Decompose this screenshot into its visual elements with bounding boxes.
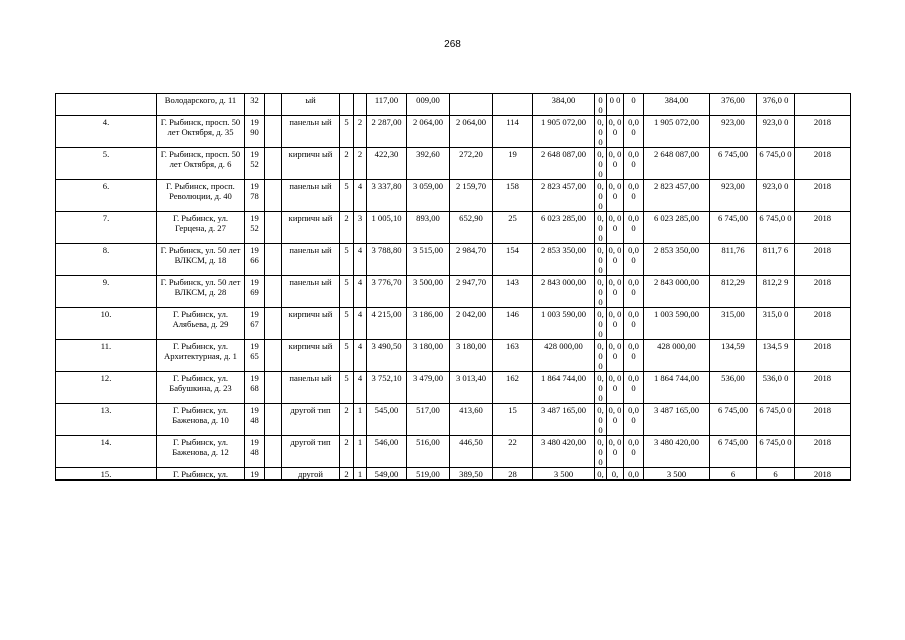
table-row [56, 308, 851, 340]
table-cell: 2 159,70 [450, 180, 493, 212]
table-cell [265, 436, 282, 468]
table-cell: 428 000,00 [644, 340, 710, 372]
table-cell: панельн ый [282, 244, 340, 276]
table-cell: 6 745,00 [710, 404, 757, 436]
table-cell: 6 745,0 0 [757, 148, 795, 180]
table-cell [265, 94, 282, 116]
table-cell: 812,2 9 [757, 276, 795, 308]
table-cell: 6 745,0 0 [757, 212, 795, 244]
page-number: 268 [444, 39, 461, 50]
table-cell: 117,00 [367, 94, 407, 116]
table-cell: 5 [340, 244, 354, 276]
table-cell: 0, [595, 468, 607, 481]
table-cell: 652,90 [450, 212, 493, 244]
table-cell [265, 148, 282, 180]
table-cell: 32 [245, 94, 265, 116]
table-cell: 3 490,50 [367, 340, 407, 372]
table-cell: 154 [493, 244, 533, 276]
table-row [56, 276, 851, 308]
table-cell: 2 [340, 436, 354, 468]
table-cell: 19 48 [245, 404, 265, 436]
table-cell: 0, 0 0 [595, 404, 607, 436]
table-cell: 0, 0 0 [607, 180, 624, 212]
table-cell: 12. [56, 372, 157, 404]
table-cell: 0,0 0 [624, 244, 644, 276]
address-cell: Г. Рыбинск, ул. Баженова, д. 10 [157, 404, 245, 436]
table-row [56, 116, 851, 148]
table-cell: 0, 0 0 [607, 308, 624, 340]
table-cell: 6 745,00 [710, 148, 757, 180]
table-cell [450, 94, 493, 116]
table-cell: 3 500 [644, 468, 710, 481]
table-cell: другой тип [282, 436, 340, 468]
table-cell [265, 468, 282, 481]
table-cell: 2018 [795, 404, 851, 436]
table-cell: 0,0 0 [624, 180, 644, 212]
table-cell: 4. [56, 116, 157, 148]
table-cell: 2018 [795, 468, 851, 481]
table-cell: 19 78 [245, 180, 265, 212]
table-cell: 0, 0 0 [607, 436, 624, 468]
address-cell: Г. Рыбинск, просп. Революции, д. 40 [157, 180, 245, 212]
table-cell: 2 648 087,00 [644, 148, 710, 180]
table-cell: 272,20 [450, 148, 493, 180]
table-cell [265, 212, 282, 244]
table-cell: 5. [56, 148, 157, 180]
table-cell [265, 372, 282, 404]
table-cell [265, 340, 282, 372]
table-cell [354, 94, 367, 116]
table-row [56, 94, 851, 116]
table-cell: 0, 0 0 [595, 180, 607, 212]
table-cell: 3 500,00 [407, 276, 450, 308]
table-cell: 1 905 072,00 [644, 116, 710, 148]
table-cell: 315,0 0 [757, 308, 795, 340]
table-cell: 14. [56, 436, 157, 468]
table-cell: 0,0 0 [624, 340, 644, 372]
table-cell: 2 853 350,00 [533, 244, 595, 276]
table-cell: 2018 [795, 340, 851, 372]
table-cell [265, 276, 282, 308]
table-cell [795, 94, 851, 116]
table-cell: 19 68 [245, 372, 265, 404]
table-cell: 1 864 744,00 [644, 372, 710, 404]
table-cell: 3 776,70 [367, 276, 407, 308]
address-cell: Г. Рыбинск, просп. 50 лет Октября, д. 6 [157, 148, 245, 180]
table-cell: 9. [56, 276, 157, 308]
table-cell: 0, 0 0 [607, 340, 624, 372]
table-cell: 0,0 0 [624, 436, 644, 468]
table-cell: 315,00 [710, 308, 757, 340]
table-cell: 0,0 0 [624, 116, 644, 148]
table-cell: 25 [493, 212, 533, 244]
table-cell: 19 52 [245, 148, 265, 180]
table-cell: 2 648 087,00 [533, 148, 595, 180]
table-cell: 2018 [795, 212, 851, 244]
table-row [56, 372, 851, 404]
table-cell: 2 [340, 468, 354, 481]
table-cell: 3 186,00 [407, 308, 450, 340]
table-row [56, 404, 851, 436]
table-cell: 4 [354, 276, 367, 308]
table-cell: 11. [56, 340, 157, 372]
table-cell: кирпичн ый [282, 308, 340, 340]
table-row [56, 244, 851, 276]
table-cell: 3 480 420,00 [533, 436, 595, 468]
table-cell: 0, 0 0 [607, 276, 624, 308]
table-cell: 134,59 [710, 340, 757, 372]
table-cell: кирпичн ый [282, 148, 340, 180]
table-cell [265, 308, 282, 340]
table-cell: 28 [493, 468, 533, 481]
table-cell: 3 515,00 [407, 244, 450, 276]
table-cell: 3 337,80 [367, 180, 407, 212]
table-cell: 3 752,10 [367, 372, 407, 404]
table-cell [265, 244, 282, 276]
table-cell: 516,00 [407, 436, 450, 468]
table-cell: 3 479,00 [407, 372, 450, 404]
table-cell [265, 404, 282, 436]
table-cell: 15. [56, 468, 157, 481]
table-cell: 3 [354, 212, 367, 244]
table-cell: 134,5 9 [757, 340, 795, 372]
table-cell: 2 [340, 148, 354, 180]
table-cell: 811,76 [710, 244, 757, 276]
table-cell: 0, 0 0 [607, 372, 624, 404]
table-cell: 2 [340, 212, 354, 244]
table-cell: 812,29 [710, 276, 757, 308]
table-cell: 19 66 [245, 244, 265, 276]
table-cell: 6 [757, 468, 795, 481]
table-cell: 4 [354, 180, 367, 212]
table-cell: 19 48 [245, 436, 265, 468]
table-cell: другой тип [282, 404, 340, 436]
table-cell: 0,0 0 [624, 308, 644, 340]
table-cell [340, 94, 354, 116]
table-cell: 19 69 [245, 276, 265, 308]
table-cell: 6 745,0 0 [757, 436, 795, 468]
table-cell: 923,0 0 [757, 180, 795, 212]
table-cell: 5 [340, 372, 354, 404]
table-cell: 536,00 [710, 372, 757, 404]
address-cell: Г. Рыбинск, ул. 50 лет ВЛКСМ, д. 18 [157, 244, 245, 276]
table-cell: кирпичн ый [282, 212, 340, 244]
table-cell: ый [282, 94, 340, 116]
table-cell [265, 116, 282, 148]
table-cell: 0, 0 0 [595, 340, 607, 372]
table-cell: 893,00 [407, 212, 450, 244]
table-cell: 3 180,00 [407, 340, 450, 372]
table-cell: 0,0 0 [624, 404, 644, 436]
table-cell: 158 [493, 180, 533, 212]
table-cell: 4 [354, 372, 367, 404]
table-cell: 3 788,80 [367, 244, 407, 276]
table-cell: 0,0 [624, 468, 644, 481]
table-cell: 6 745,00 [710, 212, 757, 244]
table-cell: 0, 0 0 [595, 116, 607, 148]
table-cell: 2 042,00 [450, 308, 493, 340]
table-cell: 0, [607, 468, 624, 481]
table-cell: 4 215,00 [367, 308, 407, 340]
housing-register-table [55, 93, 851, 481]
table-cell: 2 [354, 148, 367, 180]
table-cell: 0, 0 0 [595, 148, 607, 180]
table-cell: 146 [493, 308, 533, 340]
address-cell: Г. Рыбинск, ул. Алябьева, д. 29 [157, 308, 245, 340]
table-cell: 19 [493, 148, 533, 180]
table-cell: 384,00 [644, 94, 710, 116]
table-cell: 1 864 744,00 [533, 372, 595, 404]
table-cell: 422,30 [367, 148, 407, 180]
address-cell: Г. Рыбинск, ул. 50 лет ВЛКСМ, д. 28 [157, 276, 245, 308]
table-cell: 2 [354, 116, 367, 148]
table-cell [265, 180, 282, 212]
table-cell: 3 180,00 [450, 340, 493, 372]
address-cell: Володарского, д. 11 [157, 94, 245, 116]
table-cell [493, 94, 533, 116]
table-cell: 0, 0 0 [595, 308, 607, 340]
table-cell: 389,50 [450, 468, 493, 481]
table-cell: 392,60 [407, 148, 450, 180]
table-cell: 5 [340, 340, 354, 372]
table-cell: 6. [56, 180, 157, 212]
address-cell: Г. Рыбинск, ул. Архитектурная, д. 1 [157, 340, 245, 372]
table-cell: 428 000,00 [533, 340, 595, 372]
table-cell: 517,00 [407, 404, 450, 436]
table-cell: 5 [340, 116, 354, 148]
table-row [56, 148, 851, 180]
table-cell: панельн ый [282, 276, 340, 308]
table-cell: 0, 0 0 [595, 212, 607, 244]
table-cell: 923,00 [710, 116, 757, 148]
table-cell: 114 [493, 116, 533, 148]
table-cell: 2018 [795, 276, 851, 308]
table-cell: 0 0 [595, 94, 607, 116]
table-cell: 2 064,00 [407, 116, 450, 148]
table-cell: 0, 0 0 [607, 116, 624, 148]
table-cell: 1 [354, 436, 367, 468]
table-cell [56, 94, 157, 116]
table-cell: 19 52 [245, 212, 265, 244]
table-cell: 22 [493, 436, 533, 468]
table-cell: 6 [710, 468, 757, 481]
table-cell: 549,00 [367, 468, 407, 481]
table-cell: 009,00 [407, 94, 450, 116]
table-cell: 2 843 000,00 [644, 276, 710, 308]
table-cell: другой [282, 468, 340, 481]
table-cell: 5 [340, 180, 354, 212]
table-cell: 0,0 0 [624, 372, 644, 404]
table-cell: 1 905 072,00 [533, 116, 595, 148]
table-cell: панельн ый [282, 180, 340, 212]
table-cell: панельн ый [282, 372, 340, 404]
table-cell: 162 [493, 372, 533, 404]
table-cell: 2018 [795, 148, 851, 180]
table-cell: 0 0 [607, 94, 624, 116]
table-cell: 1 003 590,00 [533, 308, 595, 340]
table-cell: 2 853 350,00 [644, 244, 710, 276]
address-cell: Г. Рыбинск, ул. Бабушкина, д. 23 [157, 372, 245, 404]
table-cell: 7. [56, 212, 157, 244]
table-cell: 2 843 000,00 [533, 276, 595, 308]
table-cell: 536,0 0 [757, 372, 795, 404]
table-body [56, 94, 851, 481]
table-cell: 6 023 285,00 [533, 212, 595, 244]
address-cell: Г. Рыбинск, ул. [157, 468, 245, 481]
table-cell: 0, 0 0 [607, 404, 624, 436]
table-cell: 0,0 0 [624, 148, 644, 180]
table-cell: 376,0 0 [757, 94, 795, 116]
table-cell: 923,0 0 [757, 116, 795, 148]
table-cell: панельн ый [282, 116, 340, 148]
table-cell: 2 287,00 [367, 116, 407, 148]
table-cell: 0, 0 0 [607, 148, 624, 180]
table-cell: 19 67 [245, 308, 265, 340]
table-cell: 2 064,00 [450, 116, 493, 148]
table-cell: 0, 0 0 [595, 276, 607, 308]
table-cell: 6 023 285,00 [644, 212, 710, 244]
table-cell: 1 [354, 404, 367, 436]
table-cell: 1 [354, 468, 367, 481]
table-row [56, 340, 851, 372]
table-cell: 4 [354, 244, 367, 276]
table-cell: 2018 [795, 308, 851, 340]
table-cell: 519,00 [407, 468, 450, 481]
table-cell: 19 65 [245, 340, 265, 372]
table-cell: 2 823 457,00 [533, 180, 595, 212]
table-cell: 8. [56, 244, 157, 276]
table-cell: 2018 [795, 180, 851, 212]
table-cell: 4 [354, 308, 367, 340]
table-cell: 446,50 [450, 436, 493, 468]
table-cell: 546,00 [367, 436, 407, 468]
table-cell: 3 500 [533, 468, 595, 481]
address-cell: Г. Рыбинск, ул. Герцена, д. 27 [157, 212, 245, 244]
table-cell: 0, 0 0 [595, 244, 607, 276]
table-cell: 2018 [795, 244, 851, 276]
address-cell: Г. Рыбинск, ул. Баженова, д. 12 [157, 436, 245, 468]
table-cell: 3 480 420,00 [644, 436, 710, 468]
table-cell: 0, 0 0 [595, 436, 607, 468]
table-cell: 1 003 590,00 [644, 308, 710, 340]
table-cell: 2018 [795, 436, 851, 468]
table-cell: 13. [56, 404, 157, 436]
table-cell: 0, 0 0 [607, 244, 624, 276]
table-cell: 0,0 0 [624, 212, 644, 244]
table-cell: 2 [340, 404, 354, 436]
table-cell: 3 013,40 [450, 372, 493, 404]
table-cell: 1 005,10 [367, 212, 407, 244]
table-cell: 19 [245, 468, 265, 481]
table-cell: 384,00 [533, 94, 595, 116]
table-cell: 2 947,70 [450, 276, 493, 308]
table-cell: 163 [493, 340, 533, 372]
table-cell: 3 487 165,00 [644, 404, 710, 436]
table-cell: 0 [624, 94, 644, 116]
table-cell: 19 90 [245, 116, 265, 148]
table-cell: 545,00 [367, 404, 407, 436]
table-cell: кирпичн ый [282, 340, 340, 372]
table-cell: 2 823 457,00 [644, 180, 710, 212]
table-cell: 376,00 [710, 94, 757, 116]
table-cell: 0,0 0 [624, 276, 644, 308]
table-row [56, 180, 851, 212]
table-row [56, 212, 851, 244]
table-row [56, 468, 851, 481]
table-cell: 811,7 6 [757, 244, 795, 276]
table-cell: 2018 [795, 116, 851, 148]
table-cell: 15 [493, 404, 533, 436]
table-cell: 143 [493, 276, 533, 308]
table-cell: 5 [340, 308, 354, 340]
table-cell: 3 059,00 [407, 180, 450, 212]
table-cell: 5 [340, 276, 354, 308]
table-cell: 4 [354, 340, 367, 372]
table-cell: 6 745,00 [710, 436, 757, 468]
table-cell: 6 745,0 0 [757, 404, 795, 436]
table-cell: 2018 [795, 372, 851, 404]
table-cell: 10. [56, 308, 157, 340]
address-cell: Г. Рыбинск, просп. 50 лет Октября, д. 35 [157, 116, 245, 148]
table-cell: 2 984,70 [450, 244, 493, 276]
table-cell: 0, 0 0 [595, 372, 607, 404]
table-cell: 923,00 [710, 180, 757, 212]
table-row [56, 436, 851, 468]
table-cell: 3 487 165,00 [533, 404, 595, 436]
table-cell: 0, 0 0 [607, 212, 624, 244]
table-cell: 413,60 [450, 404, 493, 436]
